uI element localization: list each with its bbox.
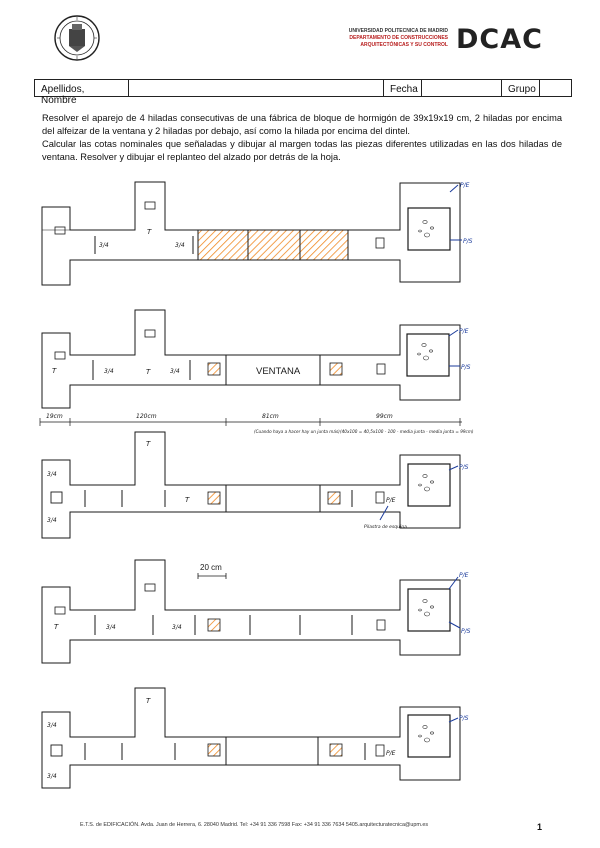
- r3-label-34b: 3/4: [47, 517, 57, 524]
- r3-label-ps: P/S: [459, 464, 469, 471]
- r5-label-34a: 3/4: [47, 722, 57, 729]
- dim-99cm: 99cm: [376, 413, 393, 420]
- r2-label-ps: P/S: [461, 364, 471, 371]
- scale-label: 20 cm: [200, 563, 222, 572]
- dimension-line: [40, 418, 462, 426]
- r4-label-pe: P/E: [459, 572, 469, 579]
- dcac-logo: DCAC: [456, 24, 543, 55]
- r3-label-t: T: [185, 496, 190, 504]
- group-label: Grupo: [502, 80, 540, 96]
- dim-19cm: 19cm: [46, 413, 63, 420]
- department-line-1: DEPARTAMENTO DE CONSTRUCCIONES: [349, 35, 448, 41]
- r1-label-ps: P/S: [463, 238, 473, 245]
- dim-81cm: 81cm: [262, 413, 279, 420]
- r2-label-t2: T: [146, 368, 151, 376]
- statement-paragraph-2: Calcular las cotas nominales que señaladas y dibujar al margen todas las piezas diferentes utilizadas en las dos hiladas de ventana. Resolver y dibujar el replanteo del alzado por detrás de la hoja.: [42, 139, 562, 162]
- plan-row-3: [42, 432, 460, 538]
- r3-label-pe: P/E: [386, 497, 396, 504]
- r2-label-34b: 3/4: [170, 368, 180, 375]
- footer-address: E.T.S. de EDIFICACIÓN. Avda. Juan de Herrera, 6. 28040 Madrid. Tel: +34 91 336 7598 Fax: +34 91 336 7634 5405.arquitecturatecnica@upm.es: [80, 822, 429, 828]
- dim-note-1: (Cuando haya a hacer hay un junta más): [254, 429, 340, 434]
- window-label: VENTANA: [256, 366, 301, 377]
- r4-label-34b: 3/4: [172, 624, 182, 631]
- r1-label-t: T: [147, 228, 152, 236]
- r3-note: Pilastra de esquina: [364, 525, 407, 530]
- department-line-2: ARQUITECTÓNICAS Y SU CONTROL: [360, 42, 448, 48]
- r3-label-t-top: T: [146, 440, 151, 448]
- name-label: Apellidos, Nombre: [35, 80, 129, 96]
- university-name: UNIVERSIDAD POLITECNICA DE MADRID: [348, 28, 448, 34]
- r4-label-ps: P/S: [461, 628, 471, 635]
- dim-120cm: 120cm: [136, 413, 157, 420]
- r2-label-34a: 3/4: [104, 368, 114, 375]
- plan-row-2: [42, 310, 460, 408]
- plan-row-4: [42, 560, 460, 663]
- r4-label-t: T: [54, 623, 59, 631]
- r5-label-34b: 3/4: [47, 773, 57, 780]
- r3-label-34a: 3/4: [47, 471, 57, 478]
- date-label: Fecha: [384, 80, 422, 96]
- r4-label-34a: 3/4: [106, 624, 116, 631]
- scale-bar: [198, 573, 226, 579]
- plan-row-5: [42, 688, 460, 788]
- r5-label-pe: P/E: [386, 750, 396, 757]
- r1-label-pe: P/E: [460, 182, 470, 189]
- plan-row-1: [42, 182, 462, 285]
- r2-label-t1: T: [52, 367, 57, 375]
- r5-label-ps: P/S: [459, 715, 469, 722]
- r2-label-pe: P/E: [459, 328, 469, 335]
- r5-label-t: T: [146, 697, 151, 705]
- statement-paragraph-1: Resolver el aparejo de 4 hiladas consecutivas de una fábrica de bloque de hormigón de 39x19x19 cm, 2 hiladas por encima del alfeizar de la ventana y 2 hiladas por debajo, así como la hilada por encima del dintel.: [42, 113, 562, 136]
- r1-label-34b: 3/4: [175, 242, 185, 249]
- r1-label-34a: 3/4: [99, 242, 109, 249]
- dim-note-2: (40x100 = 40,5x100 - 100 - media junta - media junta = 99cm): [340, 429, 474, 434]
- page-number: 1: [537, 822, 543, 832]
